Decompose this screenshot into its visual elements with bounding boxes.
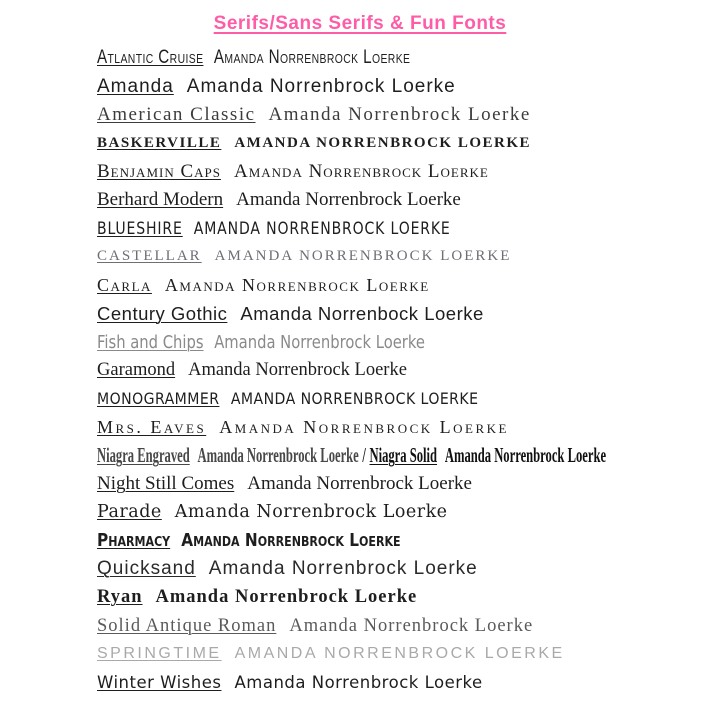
font-name: SPRINGTIME <box>97 645 222 663</box>
font-row-carla <box>97 271 720 299</box>
font-sample: Amanda Norrenbrock Loerke <box>214 331 425 353</box>
font-row-blueshire <box>97 214 627 242</box>
font-sample: AMANDA NORRENBROCK LOERKE <box>214 248 512 265</box>
font-list <box>0 44 720 697</box>
font-sample: Amanda Norrenbrock Loerke <box>174 502 448 523</box>
font-name: Ryan <box>97 587 143 608</box>
font-sample: Amanda Norrenbrock Loerke <box>234 673 483 693</box>
font-row-night-still-comes <box>97 470 720 498</box>
font-name: Mrs. Eaves <box>97 416 207 437</box>
font-name: MONOGRAMMER <box>97 389 220 409</box>
font-name: Quicksand <box>97 558 196 580</box>
font-sample: Amanda Norrenbrock Loerke <box>213 47 411 69</box>
font-row-benjamin-caps <box>97 158 720 186</box>
font-row-springtime <box>97 640 720 668</box>
font-row-baskerville <box>97 129 720 157</box>
font-name: American Classic <box>97 103 256 125</box>
font-name: BASKERVILLE <box>97 134 222 151</box>
font-sample: AMANDA NORRENBROCK LOERKE <box>193 219 451 239</box>
font-sample: AMANDA NORRENBROCK LOERKE <box>234 134 532 151</box>
font-sample: Amanda Norrenbrock Loerke <box>197 443 359 468</box>
title-wrap <box>0 0 720 35</box>
font-name: Fish and Chips <box>97 331 204 353</box>
font-name: Night Still Comes <box>97 473 235 495</box>
font-name: Niagra Solid <box>369 443 438 468</box>
font-name: Berhard Modern <box>97 189 224 211</box>
font-sample: Amanda Norrenbrock Loerke <box>247 473 472 495</box>
font-name: Garamond <box>97 359 176 380</box>
font-name: Century Gothic <box>97 302 228 324</box>
font-sample: Amanda Norrenbock Loerke <box>240 302 484 324</box>
font-row-pharmacy <box>97 527 627 555</box>
font-row-winter-wishes <box>97 669 720 697</box>
font-row-century-gothic <box>97 300 720 328</box>
font-name: Amanda <box>97 75 174 97</box>
page-title: Serifs/Sans Serifs & Fun Fonts <box>213 13 507 34</box>
font-row-niagra <box>97 441 607 469</box>
font-sample: Amanda Norrenbrock Loerke <box>155 587 418 608</box>
font-sample: Amanda Norrenbrock Loerke <box>181 530 401 552</box>
font-sample: Amanda Norrenbrock Loerke <box>268 103 531 125</box>
font-row-atlantic-cruise <box>97 44 595 72</box>
font-row-berhard-modern <box>97 186 720 214</box>
font-sample: Amanda Norrenbrock Loerke <box>289 615 534 636</box>
separator-slash: / <box>362 443 366 468</box>
font-row-ryan <box>97 583 720 611</box>
font-sample: Amanda Norrenbrock Loerke <box>188 359 407 380</box>
font-name: Niagra Engraved <box>97 443 190 468</box>
font-row-garamond <box>97 356 720 384</box>
font-name: Benjamin Caps <box>97 160 221 182</box>
font-sample: AMANDA NORRENBROCK LOERKE <box>234 645 565 663</box>
font-sample: AMANDA NORRENBROCK LOERKE <box>230 389 479 409</box>
font-row-american-classic <box>97 101 720 129</box>
font-name: Pharmacy <box>97 530 171 552</box>
font-row-solid-antique-roman <box>97 612 720 640</box>
font-sample: Amanda Norrenbrock Loerke <box>208 558 478 580</box>
font-name: Parade <box>97 502 162 523</box>
font-row-castellar <box>97 243 720 271</box>
font-sample: Amanda Norrenbrock Loerke <box>234 160 489 182</box>
font-sample: Amanda Norrenbrock Loerke <box>186 75 456 97</box>
font-sample: Amanda Norrenbrock Loerke <box>236 189 461 211</box>
font-name: Carla <box>97 274 152 295</box>
font-name: CASTELLAR <box>97 248 202 265</box>
font-row-amanda <box>97 72 720 100</box>
font-name: Atlantic Cruise <box>97 47 204 69</box>
font-name: Solid Antique Roman <box>97 615 277 636</box>
font-name: Winter Wishes <box>97 673 222 693</box>
font-sample: Amanda Norrenbrock Loerke <box>219 416 509 437</box>
font-row-parade <box>97 498 720 526</box>
font-row-mrs-eaves <box>97 413 720 441</box>
font-row-monogrammer <box>97 385 645 413</box>
font-name: BLUESHIRE <box>97 219 183 239</box>
font-row-quicksand <box>97 555 720 583</box>
font-sample: Amanda Norrenbrock Loerke <box>164 274 430 295</box>
font-sample: Amanda Norrenbrock Loerke <box>444 443 607 468</box>
font-row-fish-and-chips <box>97 328 608 356</box>
